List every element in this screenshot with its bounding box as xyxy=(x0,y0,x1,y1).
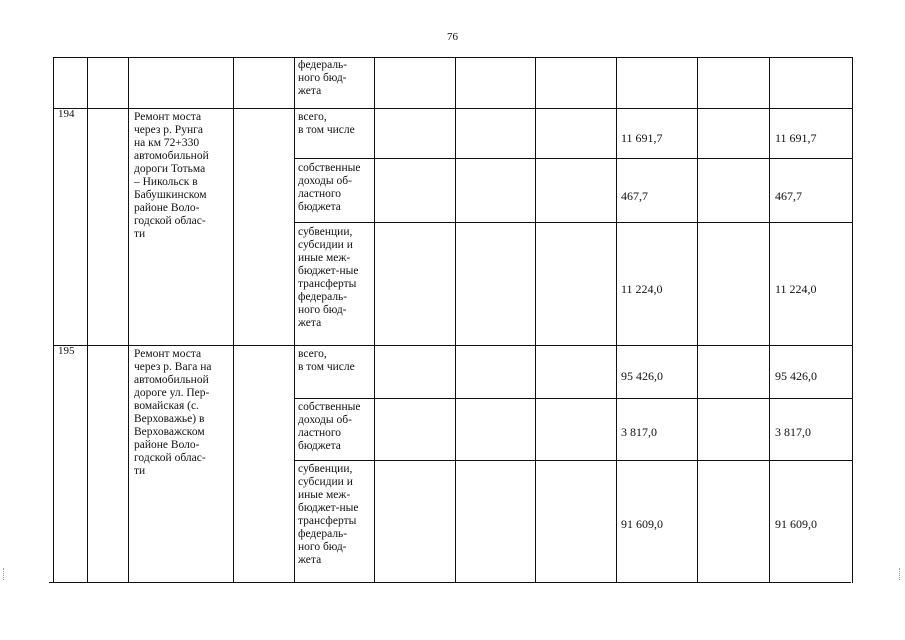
scan-edge-mark-right xyxy=(899,568,901,580)
row-description: Ремонт моста через р. Вага на автомобильной дороге ул. Пер- вомайская (с. Верховажье) в Верховажском районе Воло- годской облас- ти xyxy=(134,348,212,477)
source-value-b: 91 609,0 xyxy=(775,517,817,531)
col-border-6 xyxy=(374,57,375,583)
col-border-10 xyxy=(697,57,698,583)
col-border-2 xyxy=(87,57,88,583)
source-label: субвенции, субсидии и иные меж- бюджет-ные трансферты федераль- ного бюд- жета xyxy=(298,226,359,329)
col-border-12 xyxy=(852,57,853,583)
header-fragment: федераль- ного бюд- жета xyxy=(298,59,348,97)
source-value-b: 3 817,0 xyxy=(775,425,811,439)
source-value-a: 91 609,0 xyxy=(621,517,663,531)
col-border-3 xyxy=(128,57,129,583)
source-value-b: 95 426,0 xyxy=(775,369,817,383)
col-border-7 xyxy=(455,57,456,583)
scan-edge-mark-left xyxy=(3,568,5,580)
source-value-b: 11 691,7 xyxy=(775,131,817,145)
source-value-b: 467,7 xyxy=(775,189,802,203)
page-number: 76 xyxy=(447,31,458,43)
source-value-b: 11 224,0 xyxy=(775,282,817,296)
col-border-1 xyxy=(53,57,54,583)
source-label: всего, в том числе xyxy=(298,348,355,373)
source-value-a: 3 817,0 xyxy=(621,425,657,439)
table-border-bottom xyxy=(49,582,851,583)
row-number: 195 xyxy=(58,345,75,357)
row-description: Ремонт моста через р. Рунга на км 72+330 автомобильной дороги Тотьма – Никольск в Бабушкинском районе Воло- годской облас- ти xyxy=(134,111,209,240)
col-border-8 xyxy=(535,57,536,583)
source-label: собственные доходы об- ластного бюджета xyxy=(298,162,361,213)
source-value-a: 11 691,7 xyxy=(621,131,663,145)
source-value-a: 95 426,0 xyxy=(621,369,663,383)
col-border-9 xyxy=(616,57,617,583)
source-label: собственные доходы об- ластного бюджета xyxy=(298,401,361,452)
source-value-a: 467,7 xyxy=(621,189,648,203)
col-border-4 xyxy=(233,57,234,583)
table-border-top xyxy=(53,57,853,58)
source-label: субвенции, субсидии и иные меж- бюджет-ные трансферты федераль- ного бюд- жета xyxy=(298,463,359,566)
row-195-top-border xyxy=(53,345,853,346)
row-194-top-border xyxy=(53,108,853,109)
source-label: всего, в том числе xyxy=(298,111,355,136)
col-border-5 xyxy=(294,57,295,583)
row-number: 194 xyxy=(58,108,75,120)
source-value-a: 11 224,0 xyxy=(621,282,663,296)
col-border-11 xyxy=(769,57,770,583)
